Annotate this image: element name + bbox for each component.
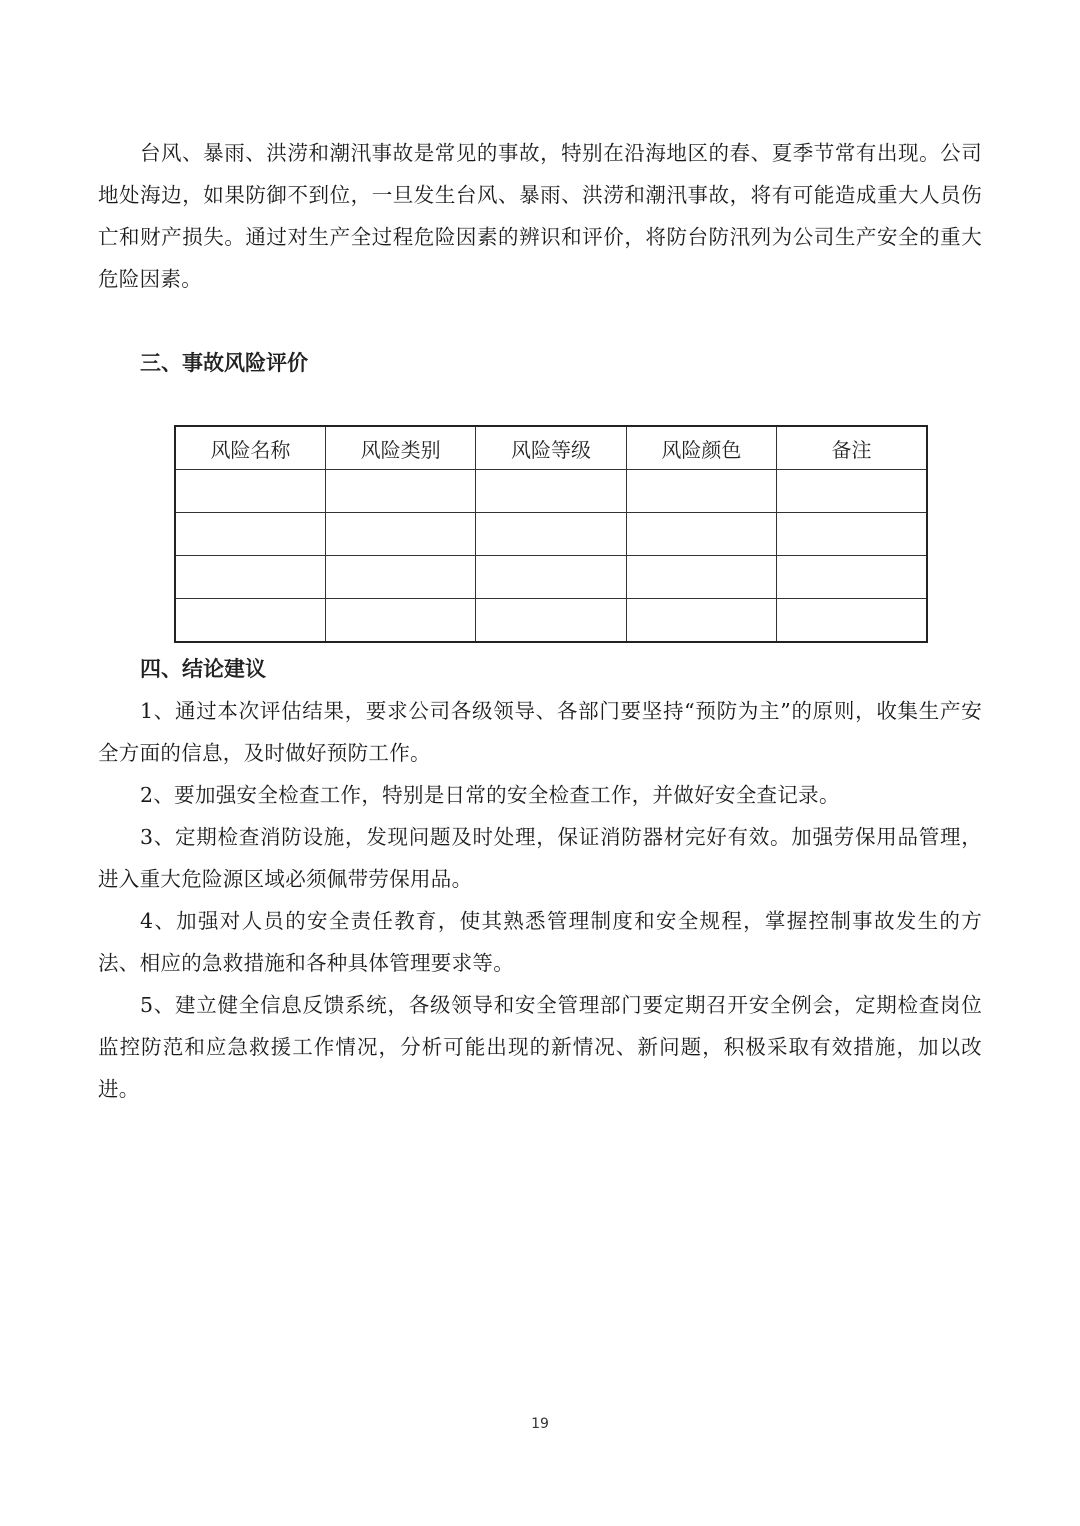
risk-evaluation-table — [174, 425, 928, 643]
table-cell — [325, 513, 475, 556]
intro-paragraph: 台风、暴雨、洪涝和潮汛事故是常见的事故，特别在沿海地区的春、夏季节常有出现。公司地处海边，如果防御不到位，一旦发生台风、暴雨、洪涝和潮汛事故，将有可能造成重大人员伤亡和财产损失。通过对生产全过程危险因素的辨识和评价，将防台防汛列为公司生产安全的重大危险因素。 — [98, 141, 982, 291]
page-number: 19 — [531, 1416, 549, 1432]
recommendation-1: 1、通过本次评估结果，要求公司各级领导、各部门要坚持“预防为主”的原则，收集生产安全方面的信息，及时做好预防工作。 — [98, 699, 982, 765]
column-header-remarks: 备注 — [777, 426, 927, 470]
table-cell — [325, 556, 475, 599]
section-3-heading: 三、事故风险评价 — [140, 351, 308, 375]
table-cell — [626, 470, 776, 513]
column-header-risk-category: 风险类别 — [325, 426, 475, 470]
table-row — [175, 513, 927, 556]
table-cell — [777, 556, 927, 599]
recommendation-3: 3、定期检查消防设施，发现问题及时处理，保证消防器材完好有效。加强劳保用品管理，进入重大危险源区域必须佩带劳保用品。 — [98, 825, 982, 891]
table-row — [175, 556, 927, 599]
recommendation-5: 5、建立健全信息反馈系统，各级领导和安全管理部门要定期召开安全例会，定期检查岗位监控防范和应急救援工作情况，分析可能出现的新情况、新问题，积极采取有效措施，加以改进。 — [98, 993, 982, 1101]
table-cell — [777, 513, 927, 556]
column-header-risk-name: 风险名称 — [175, 426, 325, 470]
recommendation-4: 4、加强对人员的安全责任教育，使其熟悉管理制度和安全规程，掌握控制事故发生的方法、相应的急救措施和各种具体管理要求等。 — [98, 909, 982, 975]
table-cell — [777, 470, 927, 513]
table-cell — [175, 470, 325, 513]
column-header-risk-color: 风险颜色 — [626, 426, 776, 470]
table-cell — [476, 513, 626, 556]
table-cell — [476, 599, 626, 643]
column-header-risk-level: 风险等级 — [476, 426, 626, 470]
table-cell — [626, 513, 776, 556]
table-cell — [325, 599, 475, 643]
recommendation-2: 2、要加强安全检查工作，特别是日常的安全检查工作，并做好安全查记录。 — [140, 783, 840, 807]
table-row — [175, 599, 927, 643]
table-cell — [175, 513, 325, 556]
table-cell — [325, 470, 475, 513]
table-cell — [626, 599, 776, 643]
table-cell — [476, 470, 626, 513]
table-cell — [626, 556, 776, 599]
table-cell — [175, 599, 325, 643]
table-header-row — [175, 426, 927, 470]
table-row — [175, 470, 927, 513]
section-4-heading: 四、结论建议 — [140, 657, 266, 681]
table-cell — [476, 556, 626, 599]
table-cell — [777, 599, 927, 643]
table-cell — [175, 556, 325, 599]
